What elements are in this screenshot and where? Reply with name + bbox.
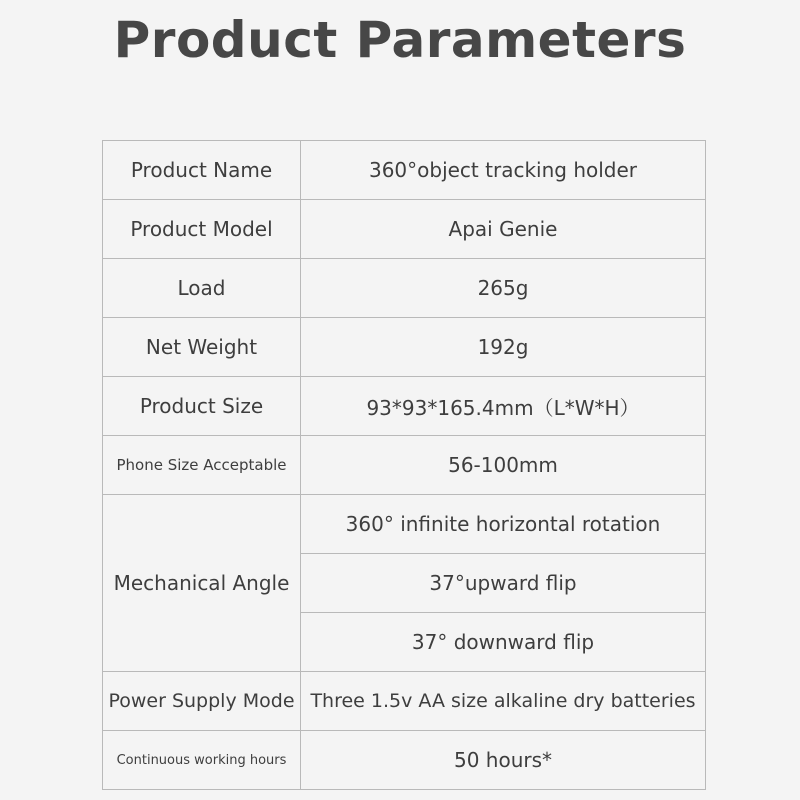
table-row <box>103 495 706 554</box>
row-label-phone-size: Phone Size Acceptable <box>103 436 301 495</box>
page-title: Product Parameters <box>113 11 687 69</box>
row-label-working-hours: Continuous working hours <box>103 731 301 790</box>
table-row <box>103 141 706 200</box>
row-value-phone-size: 56-100mm <box>301 436 706 495</box>
row-value-net-weight: 192g <box>301 318 706 377</box>
row-value-load: 265g <box>301 259 706 318</box>
row-label-load: Load <box>103 259 301 318</box>
row-value-horizontal-rotation: 360° infinite horizontal rotation <box>301 495 706 554</box>
table-row <box>103 436 706 495</box>
table-row <box>103 731 706 790</box>
row-value-product-name: 360°object tracking holder <box>301 141 706 200</box>
row-value-product-model: Apai Genie <box>301 200 706 259</box>
row-label-net-weight: Net Weight <box>103 318 301 377</box>
table-row <box>103 259 706 318</box>
table-row <box>103 377 706 436</box>
row-value-power-supply: Three 1.5v AA size alkaline dry batteries <box>301 672 706 731</box>
row-value-downward-flip: 37° downward flip <box>301 613 706 672</box>
row-label-power-supply: Power Supply Mode <box>103 672 301 731</box>
row-label-product-model: Product Model <box>103 200 301 259</box>
table-row <box>103 672 706 731</box>
parameters-table <box>102 140 706 790</box>
table-row <box>103 200 706 259</box>
row-value-working-hours: 50 hours* <box>301 731 706 790</box>
row-label-product-size: Product Size <box>103 377 301 436</box>
row-label-product-name: Product Name <box>103 141 301 200</box>
row-value-upward-flip: 37°upward flip <box>301 554 706 613</box>
row-label-mechanical-angle: Mechanical Angle <box>103 495 301 672</box>
table-row <box>103 318 706 377</box>
row-value-product-size: 93*93*165.4mm（L*W*H） <box>301 377 706 436</box>
